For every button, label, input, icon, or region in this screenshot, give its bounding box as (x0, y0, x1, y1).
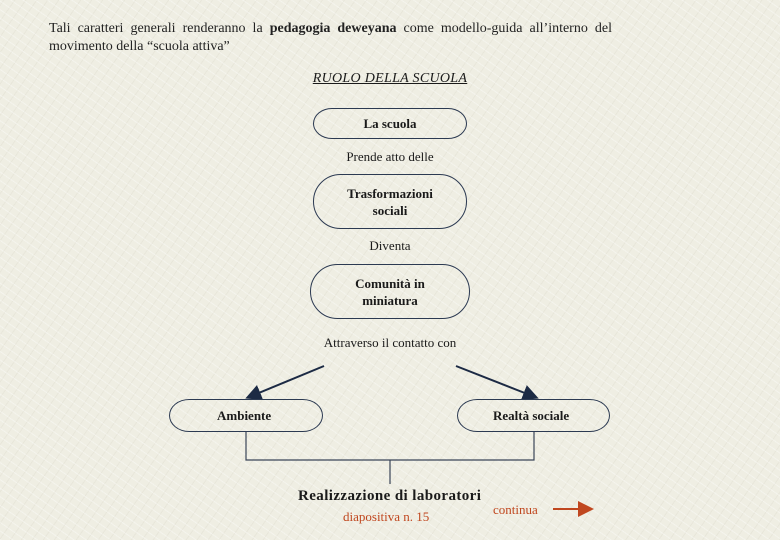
node-la-scuola (313, 108, 467, 139)
node-realta-sociale-label: Realtà sociale (493, 408, 570, 423)
node-trasformazioni-line1: Trasformazioni (347, 185, 433, 201)
node-comunita-line1: Comunità in (355, 275, 425, 291)
node-realta-sociale (457, 399, 610, 432)
connector-prende-atto: Prende atto delle (346, 149, 434, 164)
result-laboratori: Realizzazione di laboratori (298, 488, 482, 504)
intro-text-1: Tali caratteri generali renderanno la (49, 21, 270, 36)
connector-diventa: Diventa (369, 238, 411, 253)
arrow-left (249, 366, 324, 397)
node-la-scuola-label: La scuola (363, 116, 417, 131)
connector-attraverso: Attraverso il contatto con (323, 335, 457, 350)
node-trasformazioni-sociali (313, 174, 467, 229)
intro-text-2: come modello-guida all’interno del movimento della “scuola attiva” (49, 21, 612, 54)
intro-bold: pedagogia deweyana (269, 21, 397, 36)
continue-link[interactable]: continua (493, 502, 538, 517)
bracket-line (246, 432, 534, 460)
diagram-title: RUOLO DELLA SCUOLA (312, 71, 468, 86)
node-ambiente-label: Ambiente (217, 408, 272, 423)
node-comunita-line2: miniatura (362, 292, 418, 308)
slide-number: diapositiva n. 15 (343, 509, 430, 524)
arrow-right (456, 366, 535, 397)
node-trasformazioni-line2: sociali (372, 202, 408, 218)
node-comunita-miniatura (310, 264, 470, 319)
node-ambiente (169, 399, 323, 432)
